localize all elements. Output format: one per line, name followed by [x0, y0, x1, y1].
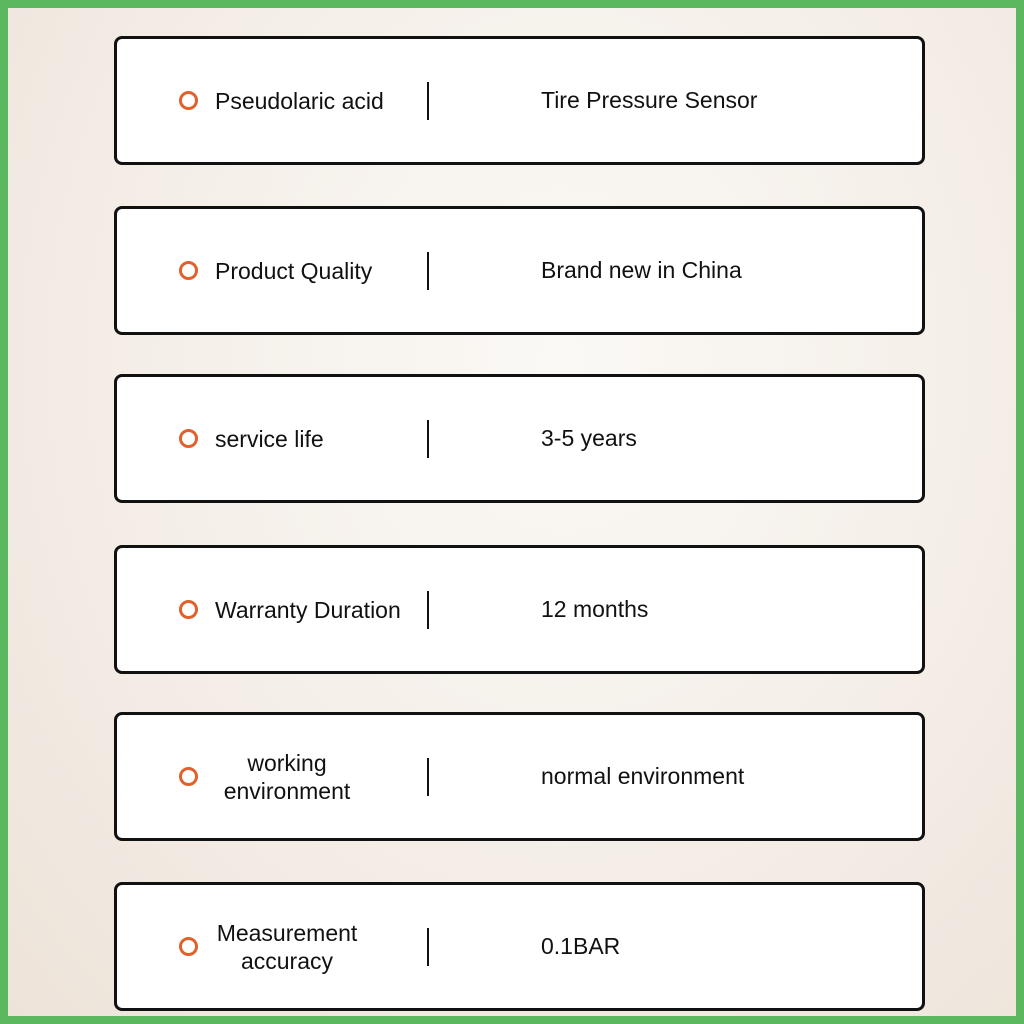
spec-row-pseudolaric-acid: [114, 36, 925, 165]
circle-bullet-icon: [179, 261, 198, 280]
spec-label: Product Quality: [215, 257, 373, 284]
spec-value: 0.1BAR: [541, 933, 621, 959]
spec-value: Brand new in China: [541, 257, 742, 283]
circle-bullet-icon: [179, 600, 198, 619]
spec-row-measurement-accuracy: [114, 882, 925, 1011]
divider: [427, 928, 429, 966]
spec-label: Measurement accuracy: [216, 919, 358, 974]
spec-row-product-quality: [114, 206, 925, 335]
divider: [427, 420, 429, 458]
spec-row-working-environment: [114, 712, 925, 841]
circle-bullet-icon: [179, 91, 198, 110]
spec-row-warranty-duration: [114, 545, 925, 674]
circle-bullet-icon: [179, 937, 198, 956]
spec-row-service-life: [114, 374, 925, 503]
spec-value: 3-5 years: [541, 425, 637, 451]
spec-label: Warranty Duration: [215, 596, 401, 623]
spec-label: service life: [215, 425, 324, 452]
divider: [427, 252, 429, 290]
divider: [427, 758, 429, 796]
circle-bullet-icon: [179, 767, 198, 786]
circle-bullet-icon: [179, 429, 198, 448]
spec-value: normal environment: [541, 763, 745, 789]
spec-value: Tire Pressure Sensor: [541, 87, 758, 113]
divider: [427, 82, 429, 120]
spec-label: Pseudolaric acid: [215, 87, 384, 114]
spec-label: working environment: [223, 749, 351, 804]
spec-value: 12 months: [541, 596, 649, 622]
divider: [427, 591, 429, 629]
